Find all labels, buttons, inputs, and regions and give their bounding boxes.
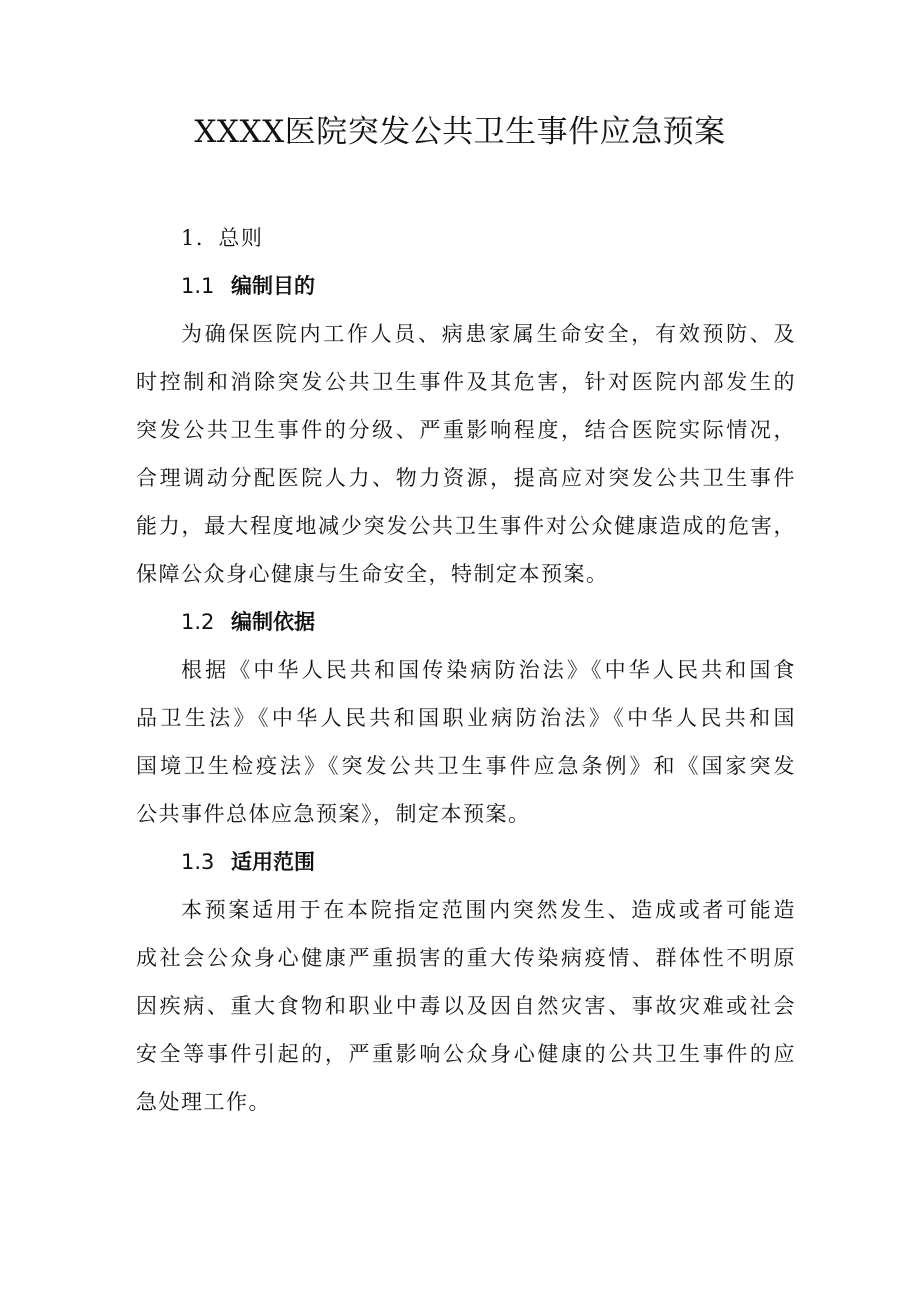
section-number: 1.2 xyxy=(181,610,215,634)
section-title: 编制目的 xyxy=(231,274,315,298)
document-title: XXXX医院突发公共卫生事件应急预案 xyxy=(194,114,726,150)
section-scope-heading xyxy=(136,838,796,886)
section-general-heading: 1．总则 xyxy=(181,226,264,250)
paragraph-line: 因疾病、重大食物和职业中毒以及因自然灾害、事故灾难或社会 xyxy=(136,994,796,1018)
paragraph-line: 合理调动分配医院人力、物力资源，提高应对突发公共卫生事件 xyxy=(136,466,796,490)
section-title: 适用范围 xyxy=(231,850,315,874)
section-purpose-heading xyxy=(136,262,796,310)
paragraph-line: 能力，最大程度地减少突发公共卫生事件对公众健康造成的危害， xyxy=(136,514,796,538)
paragraph-line: 根据《中华人民共和国传染病防治法》《中华人民共和国食 xyxy=(181,658,796,682)
paragraph-line: 品卫生法》《中华人民共和国职业病防治法》《中华人民共和国 xyxy=(136,706,796,730)
document-body xyxy=(136,214,796,1126)
paragraph-line: 急处理工作。 xyxy=(136,1090,271,1114)
paragraph-line: 成社会公众身心健康严重损害的重大传染病疫情、群体性不明原 xyxy=(136,946,796,970)
section-basis-heading xyxy=(136,598,796,646)
paragraph-line: 公共事件总体应急预案》，制定本预案。 xyxy=(136,802,531,826)
paragraph-line: 时控制和消除突发公共卫生事件及其危害，针对医院内部发生的 xyxy=(136,370,796,394)
section-number: 1.1 xyxy=(181,274,215,298)
paragraph-line: 为确保医院内工作人员、病患家属生命安全，有效预防、及 xyxy=(181,322,796,346)
paragraph-line: 安全等事件引起的，严重影响公众身心健康的公共卫生事件的应 xyxy=(136,1042,796,1066)
paragraph-line: 突发公共卫生事件的分级、严重影响程度，结合医院实际情况， xyxy=(136,418,796,442)
section-number: 1.3 xyxy=(181,850,215,874)
paragraph-line: 保障公众身心健康与生命安全，特制定本预案。 xyxy=(136,562,609,586)
paragraph-line: 国境卫生检疫法》《突发公共卫生事件应急条例》和《国家突发 xyxy=(136,754,796,778)
paragraph-line: 本预案适用于在本院指定范围内突然发生、造成或者可能造 xyxy=(181,898,796,922)
section-title: 编制依据 xyxy=(231,610,315,634)
